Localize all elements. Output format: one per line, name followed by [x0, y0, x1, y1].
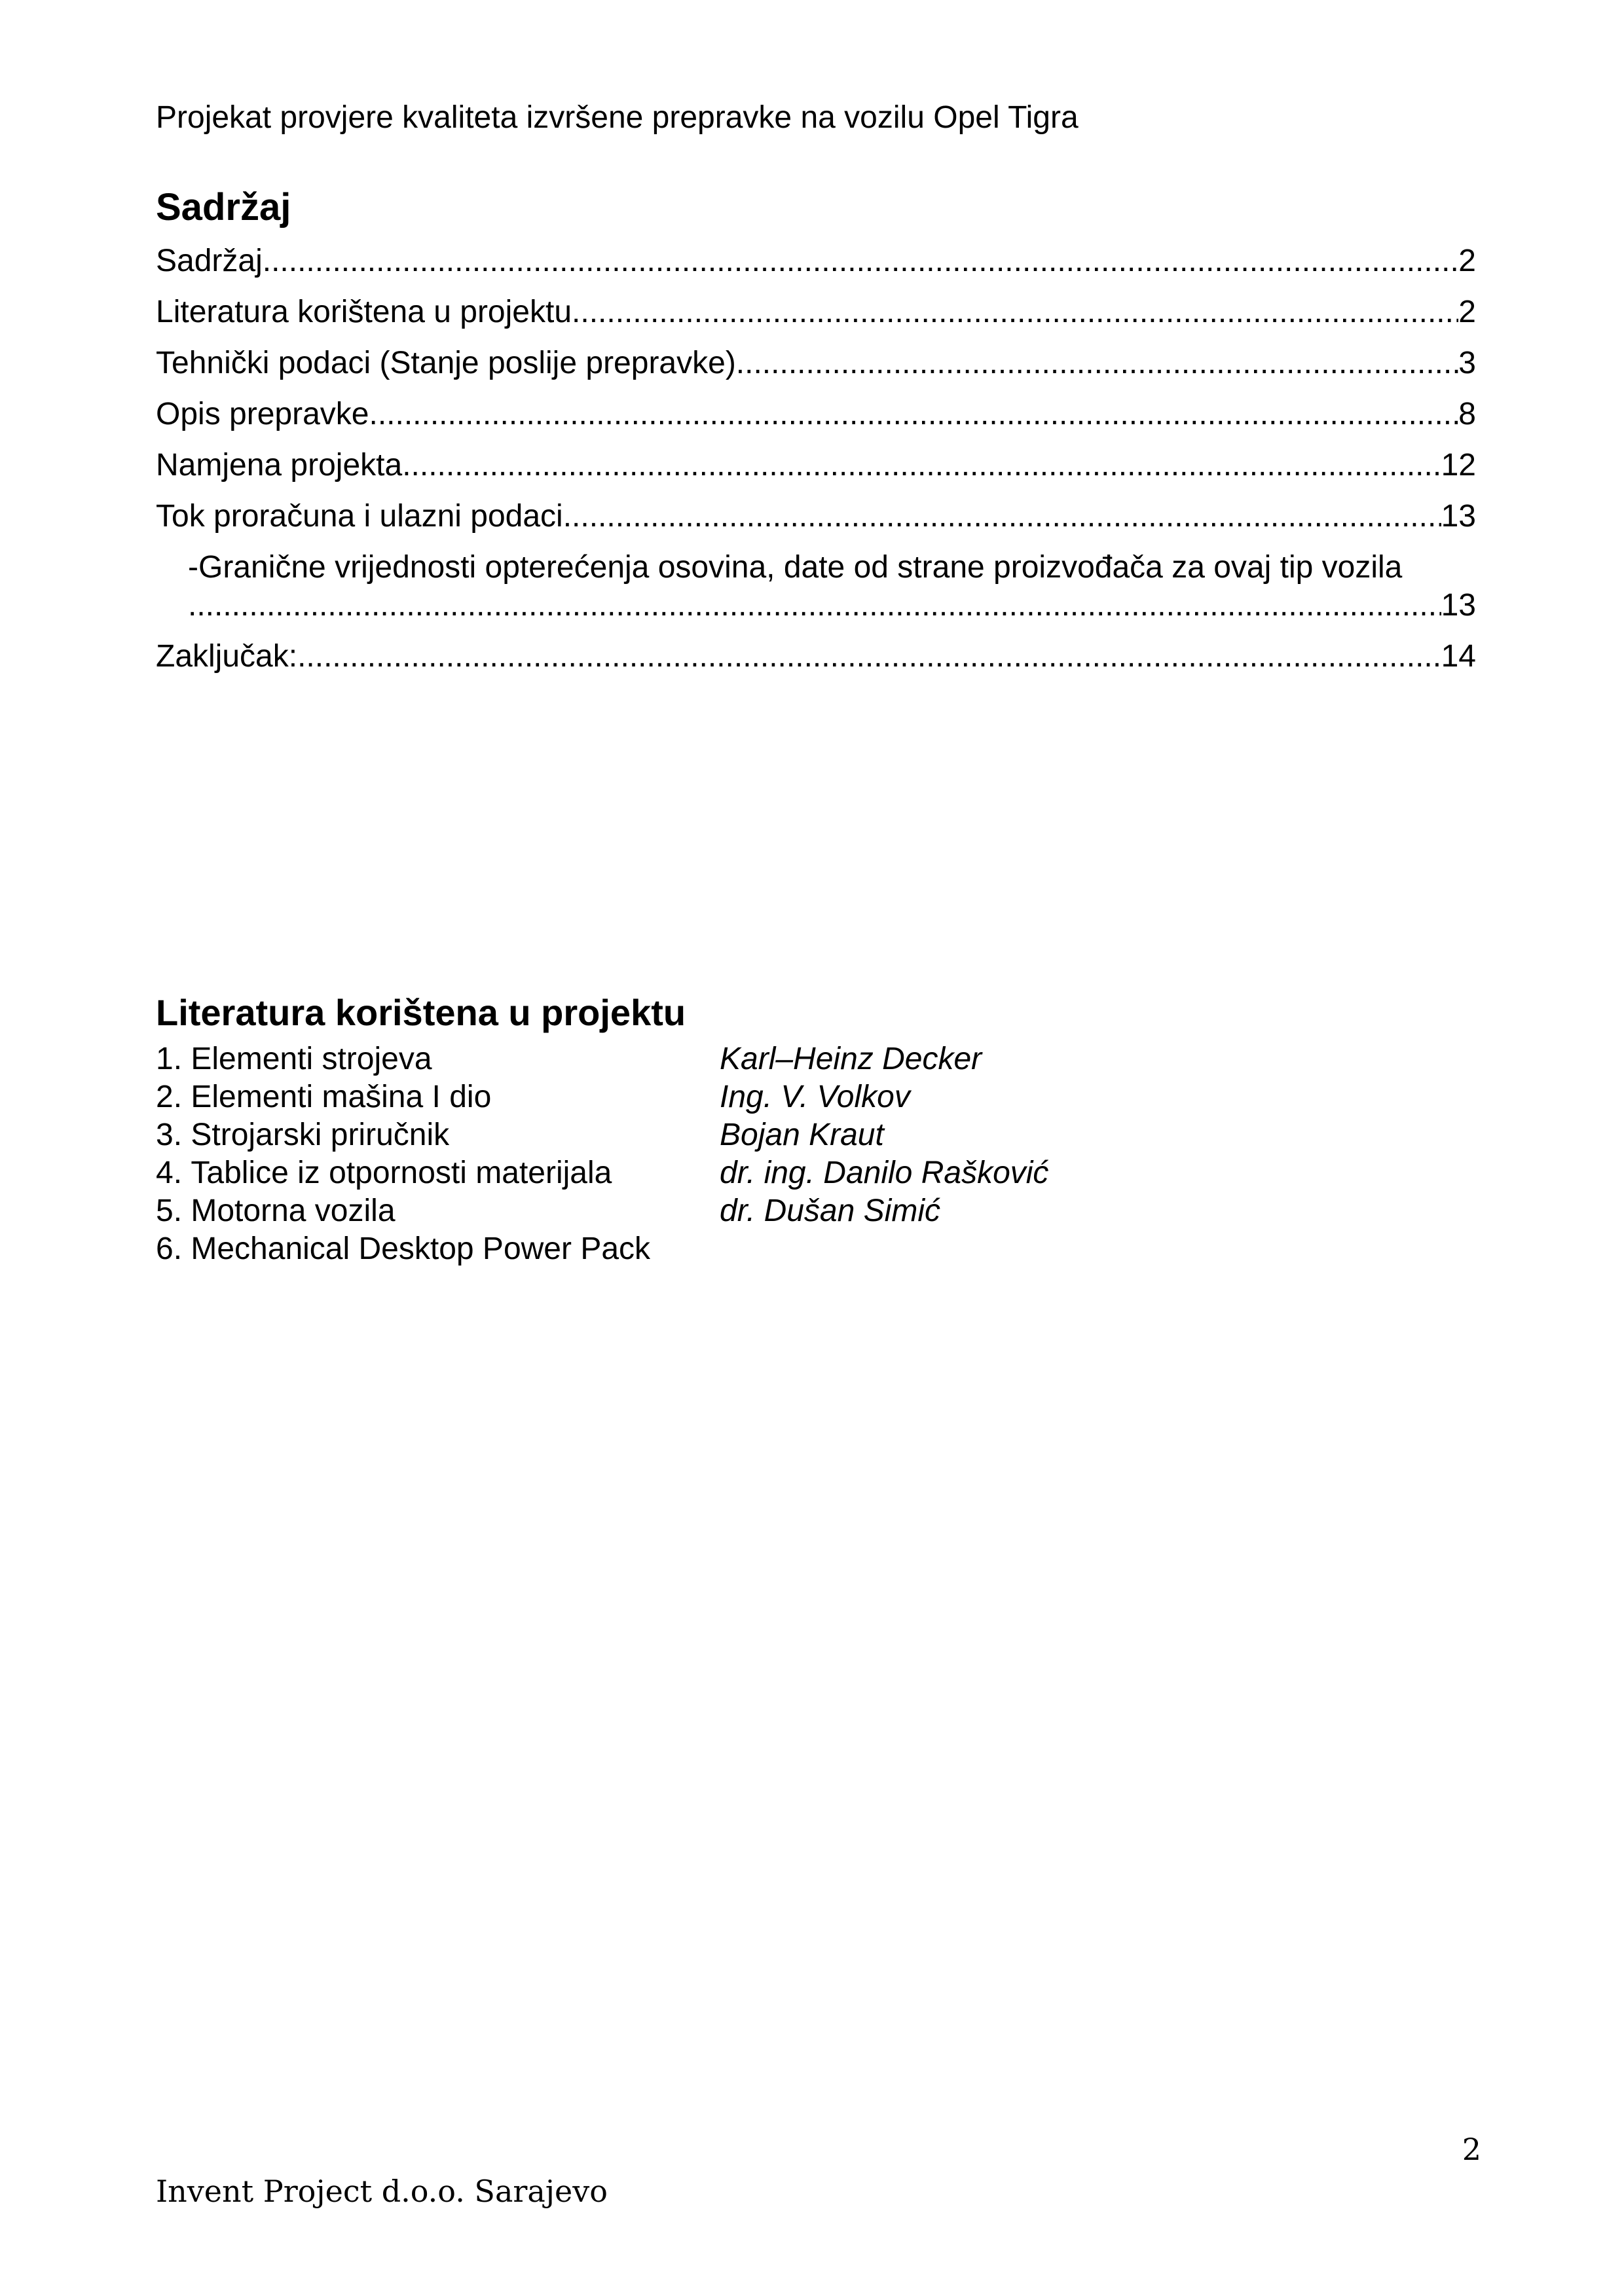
toc-title: Sadržaj	[156, 186, 291, 228]
literature-item	[156, 1192, 940, 1230]
toc-subentry-label[interactable]: -Granične vrijednosti opterećenja osovina, date od strane proizvođača za ovaj tip vozila	[188, 550, 1403, 585]
toc-entry-label: Sadržaj	[156, 244, 263, 278]
toc-entry[interactable]	[156, 395, 1476, 434]
toc-entry-label: Zaključak:	[156, 639, 298, 674]
toc-entry-page: 13	[1441, 588, 1476, 623]
literature-item-number: 5.	[156, 1194, 183, 1228]
literature-item-author: dr. Dušan Simić	[720, 1194, 940, 1228]
toc-entry-label: Tok proračuna i ulazni podaci	[156, 499, 563, 534]
literature-item-number: 4.	[156, 1156, 183, 1190]
literature-item-title: Mechanical Desktop Power Pack	[191, 1231, 651, 1266]
toc-entry[interactable]	[156, 446, 1476, 485]
literature-item-author: Bojan Kraut	[720, 1118, 884, 1152]
page-number: 2	[1462, 2132, 1481, 2167]
literature-item	[156, 1230, 650, 1268]
literature-item	[156, 1116, 884, 1154]
literature-item-number: 2.	[156, 1080, 183, 1114]
literature-item-author: Ing. V. Volkov	[720, 1080, 910, 1114]
toc-entry[interactable]	[156, 637, 1476, 676]
toc-entry-page: 2	[1458, 295, 1476, 329]
toc-leader-dots	[188, 586, 1441, 625]
toc-entry[interactable]	[156, 242, 1476, 281]
toc-leader-dots	[369, 395, 1458, 434]
toc-entry[interactable]	[156, 344, 1476, 383]
literature-item-title: Motorna vozila	[191, 1194, 396, 1228]
toc-entry-label: Namjena projekta	[156, 448, 403, 483]
literature-item-author: Karl–Heinz Decker	[720, 1042, 982, 1076]
literature-item-title: Elementi mašina I dio	[191, 1080, 492, 1114]
literature-item	[156, 1078, 910, 1116]
literature-item	[156, 1040, 982, 1078]
toc-entry[interactable]	[156, 293, 1476, 332]
toc-entry-page: 14	[1441, 639, 1476, 674]
toc-entry-page: 2	[1458, 244, 1476, 278]
toc-entry-label: Tehnički podaci (Stanje poslije prepravke)	[156, 346, 736, 380]
toc-entry[interactable]	[156, 497, 1476, 536]
literature-item-title: Strojarski priručnik	[191, 1118, 450, 1152]
toc-leader-dots	[297, 637, 1441, 676]
toc-leader-dots	[263, 242, 1459, 281]
toc-leader-dots	[402, 446, 1441, 485]
literature-item-number: 3.	[156, 1118, 183, 1152]
toc-leader-dots	[572, 293, 1458, 332]
literature-item-number: 6.	[156, 1231, 183, 1266]
toc-entry-label: Opis prepravke	[156, 397, 369, 431]
literature-item-author: dr. ing. Danilo Rašković	[720, 1156, 1049, 1190]
literature-item-number: 1.	[156, 1042, 183, 1076]
footer-company: Invent Project d.o.o. Sarajevo	[156, 2174, 608, 2209]
literature-title: Literatura korištena u projektu	[156, 992, 686, 1033]
literature-item	[156, 1154, 1049, 1192]
literature-item-title: Elementi strojeva	[191, 1042, 432, 1076]
toc-entry-page: 12	[1441, 448, 1476, 483]
page-header: Projekat provjere kvaliteta izvršene prepravke na vozilu Opel Tigra	[156, 100, 1079, 135]
toc-leader-dots	[736, 344, 1459, 383]
toc-entry-label: Literatura korištena u projektu	[156, 295, 572, 329]
toc-subentry[interactable]	[188, 586, 1476, 625]
toc-leader-dots	[563, 497, 1441, 536]
literature-item-title: Tablice iz otpornosti materijala	[191, 1156, 612, 1190]
toc-entry-page: 3	[1458, 346, 1476, 380]
toc-entry-page: 13	[1441, 499, 1476, 534]
toc-entry-page: 8	[1458, 397, 1476, 431]
